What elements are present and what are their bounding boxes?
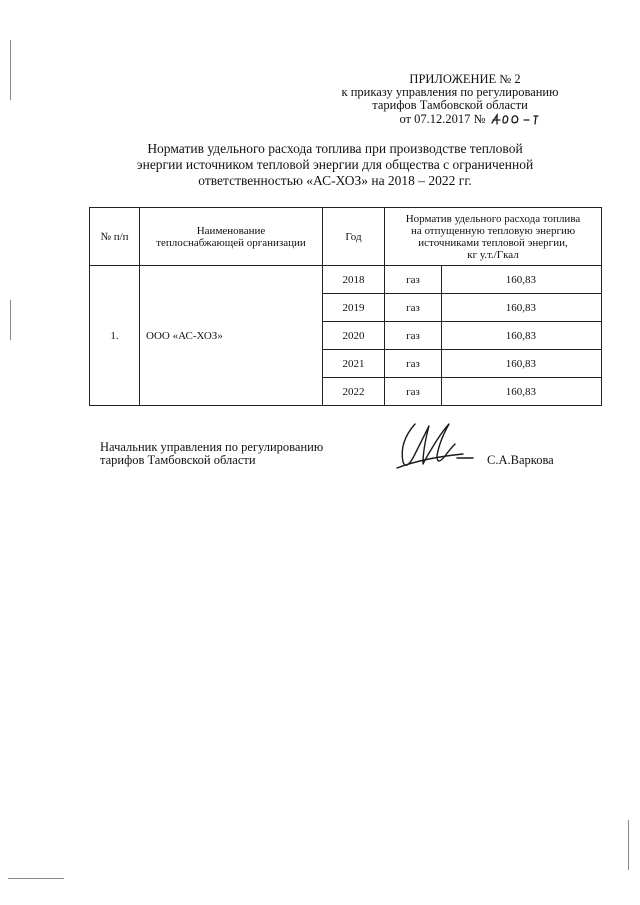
cell-value: 160,83: [442, 266, 602, 294]
cell-value: 160,83: [442, 378, 602, 406]
scan-edge-mark: [10, 300, 11, 340]
header-num: № п/п: [90, 208, 140, 266]
header-norm-line4: кг у.т./Гкал: [467, 248, 519, 261]
scan-edge-mark: [8, 878, 64, 879]
title-line-2: энергии источником тепловой энергии для общества с ограниченной: [136, 157, 534, 172]
appendix-order-reference: к приказу управления по регулированию: [341, 85, 559, 99]
cell-year: 2021: [323, 350, 385, 378]
header-norm-line1: Норматив удельного расхода топлива: [405, 212, 581, 225]
cell-year: 2019: [323, 294, 385, 322]
cell-value: 160,83: [442, 322, 602, 350]
signer-position-line2: тарифов Тамбовской области: [100, 453, 256, 467]
order-date-text: от 07.12.2017 №: [399, 112, 486, 126]
appendix-authority: тарифов Тамбовской области: [372, 98, 528, 112]
cell-fuel: газ: [385, 350, 442, 378]
scan-edge-mark: [10, 40, 11, 100]
org-name: ООО «АС-ХОЗ»: [140, 266, 323, 406]
table-header-row: [90, 208, 602, 266]
document-title: [100, 141, 570, 189]
cell-year: 2022: [323, 378, 385, 406]
cell-fuel: газ: [385, 294, 442, 322]
header-norm-line3: источниками тепловой энергии,: [418, 236, 568, 249]
signer-position-line1: Начальник управления по регулированию: [100, 440, 324, 454]
cell-fuel: газ: [385, 266, 442, 294]
header-norm-line2: на отпущенную тепловую энергию: [410, 224, 576, 237]
header-norm: [385, 208, 602, 266]
header-org-line1: Наименование: [196, 224, 266, 237]
table-row: [90, 266, 602, 294]
appendix-title: ПРИЛОЖЕНИЕ № 2: [409, 72, 521, 86]
handwritten-signature-icon: [393, 418, 483, 476]
header-org: [140, 208, 323, 266]
title-line-1: Норматив удельного расхода топлива при производстве тепловой: [147, 141, 523, 156]
cell-value: 160,83: [442, 294, 602, 322]
header-year: Год: [323, 208, 385, 266]
header-org-line2: теплоснабжающей организации: [156, 236, 306, 249]
appendix-header: [300, 73, 600, 126]
scan-edge-mark: [628, 820, 629, 870]
title-line-3: ответственностью «АС-ХОЗ» на 2018 – 2022 гг.: [198, 173, 472, 188]
cell-year: 2018: [323, 266, 385, 294]
row-number: 1.: [90, 266, 140, 406]
cell-year: 2020: [323, 322, 385, 350]
norms-table: [89, 207, 602, 406]
cell-value: 160,83: [442, 350, 602, 378]
handwritten-order-number-icon: [489, 112, 541, 126]
signer-position: [100, 441, 323, 467]
signer-name: С.А.Варкова: [487, 453, 554, 467]
appendix-order-date: [300, 112, 600, 126]
cell-fuel: газ: [385, 322, 442, 350]
cell-fuel: газ: [385, 378, 442, 406]
